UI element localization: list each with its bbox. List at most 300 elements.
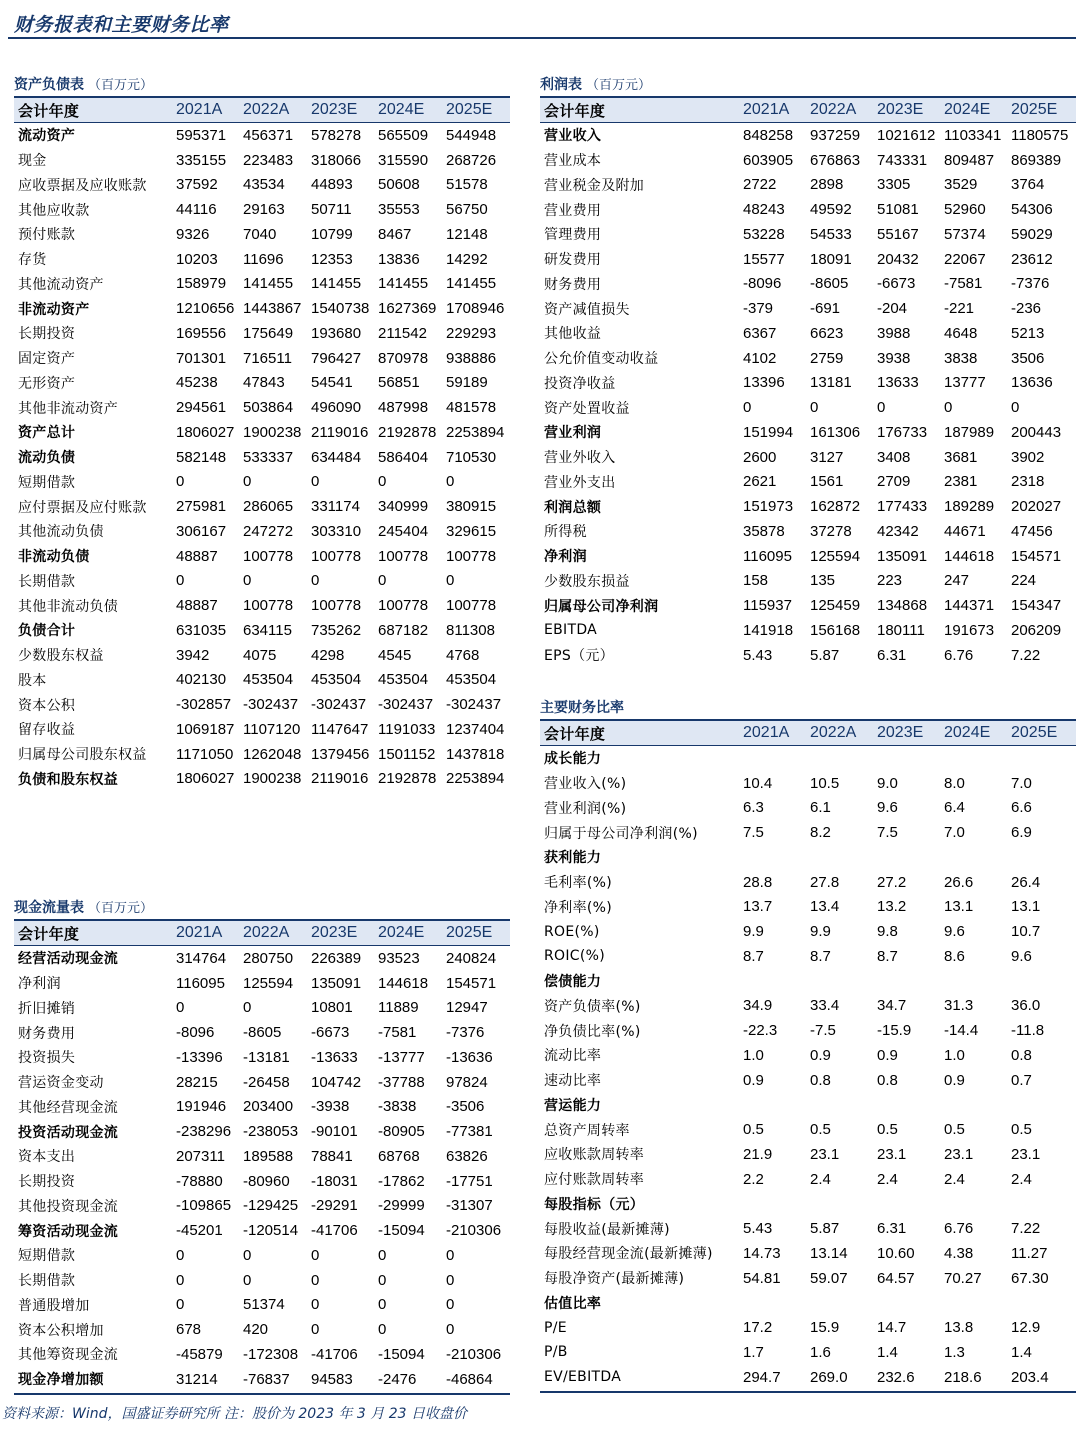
row-value: -8605 <box>243 1024 282 1042</box>
row-label: 偿债能力 <box>544 974 602 991</box>
row-value: 116095 <box>176 974 225 992</box>
row-label: 营运资金变动 <box>18 1075 104 1092</box>
row-value: -13777 <box>378 1048 425 1066</box>
row-value: 2722 <box>743 176 777 194</box>
row-value: 9.9 <box>743 923 764 941</box>
row-value: 193680 <box>311 324 362 342</box>
row-value: 59.07 <box>810 1269 848 1287</box>
row-value: -90101 <box>311 1123 358 1141</box>
row-value: 6.6 <box>1011 799 1032 817</box>
row-value: 1021612 <box>877 126 936 144</box>
row-value: 2.4 <box>1011 1170 1032 1188</box>
row-value: -238296 <box>176 1123 232 1141</box>
row-value: 0.5 <box>877 1121 898 1139</box>
table-header-row <box>14 98 510 122</box>
row-value: 151973 <box>743 498 794 516</box>
row-value: 23612 <box>1011 250 1053 268</box>
row-value: 318066 <box>311 151 362 169</box>
row-value: 743331 <box>877 151 928 169</box>
row-value: 13.14 <box>810 1244 848 1262</box>
row-label: 资产负债率(%) <box>544 998 641 1015</box>
row-value: 12353 <box>311 250 353 268</box>
row-label: 财务费用 <box>544 276 602 293</box>
row-value: -3506 <box>446 1098 485 1116</box>
row-value: 0 <box>311 1246 320 1264</box>
row-label: 筹资活动现金流 <box>18 1223 119 1240</box>
row-value: 0.8 <box>1011 1046 1032 1064</box>
row-value: 135091 <box>311 974 362 992</box>
row-value: -41706 <box>311 1222 358 1240</box>
table-row <box>14 519 510 544</box>
table-row <box>540 321 1076 346</box>
section-title-text: 利润表 <box>540 77 582 93</box>
row-value: 3764 <box>1011 176 1045 194</box>
table-row <box>14 1342 510 1367</box>
row-value: 10203 <box>176 250 218 268</box>
row-value: -45201 <box>176 1222 223 1240</box>
row-value: 54306 <box>1011 201 1053 219</box>
row-label: 少数股东损益 <box>544 573 630 590</box>
row-value: -41706 <box>311 1345 358 1363</box>
table-row <box>14 346 510 371</box>
table-row <box>540 148 1076 173</box>
row-value: 1.6 <box>810 1343 831 1361</box>
row-value: 13396 <box>743 374 785 392</box>
row-value: 141455 <box>378 275 429 293</box>
row-value: 453504 <box>446 671 497 689</box>
row-value: 56750 <box>446 201 488 219</box>
row-value: 15577 <box>743 250 785 268</box>
cash-flow-table <box>14 899 510 1399</box>
row-value: 1180575 <box>1011 126 1069 144</box>
row-value: 0 <box>446 473 455 491</box>
row-value: 503864 <box>243 399 294 417</box>
row-value: 3127 <box>810 448 844 466</box>
row-value: 49592 <box>810 201 852 219</box>
row-value: 18091 <box>810 250 852 268</box>
row-label: 营业外支出 <box>544 474 616 491</box>
row-value: 13.8 <box>944 1319 974 1337</box>
row-label: 其他筹资现金流 <box>18 1347 119 1364</box>
row-value: 1.3 <box>944 1343 965 1361</box>
balance-sheet-table <box>14 76 510 806</box>
row-label: 其他流动资产 <box>18 276 104 293</box>
section-title-text: 主要财务比率 <box>540 700 624 716</box>
row-value: -302437 <box>311 696 367 714</box>
row-value: -691 <box>810 300 841 318</box>
row-value: -15.9 <box>877 1022 912 1040</box>
row-value: 286065 <box>243 498 294 516</box>
table-row <box>14 1095 510 1120</box>
table-row <box>540 1192 1076 1217</box>
row-label: 净负债比率(%) <box>544 1023 641 1040</box>
row-value: 13.1 <box>1011 898 1041 916</box>
row-label: 固定资产 <box>18 351 76 368</box>
row-value: -7376 <box>1011 275 1050 293</box>
row-value: 3681 <box>944 448 978 466</box>
row-label: 留存收益 <box>18 722 76 739</box>
row-value: 134868 <box>877 597 928 615</box>
table-row <box>540 296 1076 321</box>
row-value: 1443867 <box>243 300 302 318</box>
table-row <box>540 1340 1076 1365</box>
row-value: 200443 <box>1011 423 1062 441</box>
row-label: 无形资产 <box>18 375 76 392</box>
row-value: 3529 <box>944 176 978 194</box>
row-value: 0.5 <box>1011 1121 1032 1139</box>
table-header-row <box>540 721 1076 745</box>
row-value: 3305 <box>877 176 911 194</box>
row-label: 营运能力 <box>544 1097 602 1114</box>
row-value: -26458 <box>243 1073 290 1091</box>
table-row <box>540 1241 1076 1266</box>
row-value: 2759 <box>810 349 844 367</box>
row-value: 6.31 <box>877 1220 907 1238</box>
row-value: 141455 <box>311 275 362 293</box>
row-value: 100778 <box>243 597 294 615</box>
section-title <box>14 76 153 95</box>
row-value: 634115 <box>243 621 292 639</box>
row-value: 294561 <box>176 399 227 417</box>
row-label: 资本公积 <box>18 697 76 714</box>
table-row <box>14 1218 510 1243</box>
row-value: 4.38 <box>944 1244 974 1262</box>
row-value: -15094 <box>378 1222 425 1240</box>
header-year: 2022A <box>243 924 290 941</box>
row-value: 63826 <box>446 1147 488 1165</box>
table-row <box>540 346 1076 371</box>
source-footnote: 资料来源：Wind，国盛证券研究所 注：股价为 2023 年 3 月 23 日收盘价 <box>2 1406 467 1422</box>
row-value: 2381 <box>944 473 978 491</box>
row-value: 0 <box>243 1271 252 1289</box>
row-value: 1501152 <box>378 745 436 763</box>
row-value: 716511 <box>243 349 292 367</box>
row-value: 240824 <box>446 949 497 967</box>
row-value: 15.9 <box>810 1319 840 1337</box>
row-label: EBITDA <box>544 622 598 639</box>
row-value: 135 <box>810 572 836 590</box>
row-value: 7.0 <box>944 824 965 842</box>
row-value: 8.7 <box>810 947 831 965</box>
table-header-row <box>14 921 510 945</box>
table-row <box>14 470 510 495</box>
row-value: 809487 <box>944 151 995 169</box>
row-value: 56851 <box>378 374 420 392</box>
row-label: 营业利润 <box>544 425 602 442</box>
row-value: 1.0 <box>743 1046 764 1064</box>
row-value: 631035 <box>176 621 227 639</box>
row-value: 6623 <box>810 324 844 342</box>
table-row <box>540 395 1076 420</box>
row-value: 67.30 <box>1011 1269 1049 1287</box>
row-value: 10.5 <box>810 774 840 792</box>
row-value: -13181 <box>243 1048 290 1066</box>
row-label: 营业利润(%) <box>544 800 627 817</box>
row-label: 每股经营现金流(最新摊薄) <box>544 1246 713 1263</box>
row-value: 6.76 <box>944 1220 974 1238</box>
row-value: 206209 <box>1011 621 1062 639</box>
row-label: 长期投资 <box>18 326 76 343</box>
row-value: 0.5 <box>944 1121 965 1139</box>
row-label: 营业费用 <box>544 202 602 219</box>
row-value: -302437 <box>446 696 502 714</box>
row-label: 营业外收入 <box>544 450 616 467</box>
row-value: 28215 <box>176 1073 218 1091</box>
table-row <box>14 296 510 321</box>
row-label: 其他收益 <box>544 326 602 343</box>
row-value: 13.1 <box>944 898 974 916</box>
row-value: 13.4 <box>810 898 840 916</box>
row-value: 1379456 <box>311 745 370 763</box>
row-label: 每股净资产(最新摊薄) <box>544 1271 685 1288</box>
row-label: 应收票据及应收账款 <box>18 177 147 194</box>
row-value: 177433 <box>877 498 928 516</box>
row-value: 47843 <box>243 374 285 392</box>
row-value: 180111 <box>877 621 925 639</box>
table-row <box>14 946 510 971</box>
table-row <box>540 494 1076 519</box>
row-value: 8.6 <box>944 947 965 965</box>
row-value: 97824 <box>446 1073 488 1091</box>
row-value: 565509 <box>378 126 429 144</box>
income-statement-table <box>540 76 1076 676</box>
row-value: 2.4 <box>944 1170 965 1188</box>
table-row <box>540 1315 1076 1340</box>
table-row <box>14 643 510 668</box>
row-value: 11.27 <box>1011 1244 1048 1262</box>
row-label: 应付票据及应付账款 <box>18 499 147 516</box>
row-label: 公允价值变动收益 <box>544 351 659 368</box>
row-value: 35553 <box>378 201 420 219</box>
row-value: 224 <box>1011 572 1037 590</box>
table-row <box>540 796 1076 821</box>
table-row <box>540 969 1076 994</box>
row-value: 125594 <box>243 974 294 992</box>
row-value: 189289 <box>944 498 995 516</box>
row-value: -45879 <box>176 1345 223 1363</box>
row-value: 141918 <box>743 621 794 639</box>
row-value: 4648 <box>944 324 978 342</box>
row-value: 1107120 <box>243 720 301 738</box>
row-label: 投资净收益 <box>544 375 616 392</box>
row-value: 23.1 <box>810 1145 840 1163</box>
row-label: 管理费用 <box>544 227 602 244</box>
row-value: 141455 <box>243 275 294 293</box>
row-label: 其他非流动负债 <box>18 598 119 615</box>
row-value: 1437818 <box>446 745 505 763</box>
header-year: 2022A <box>243 101 290 118</box>
row-value: 13633 <box>877 374 919 392</box>
row-value: 1806027 <box>176 770 235 788</box>
table-row <box>540 1167 1076 1192</box>
row-value: 211542 <box>378 324 427 342</box>
row-label: 每股指标（元） <box>544 1196 645 1213</box>
row-value: 9326 <box>176 225 210 243</box>
table-row <box>540 1117 1076 1142</box>
row-value: 59189 <box>446 374 488 392</box>
row-value: 44116 <box>176 201 217 219</box>
row-value: 48887 <box>176 547 218 565</box>
table-row <box>540 618 1076 643</box>
row-value: 2898 <box>810 176 844 194</box>
table-row <box>14 692 510 717</box>
row-value: -13633 <box>311 1048 358 1066</box>
row-label: EPS（元） <box>544 648 614 665</box>
row-value: 0 <box>446 572 455 590</box>
row-value: 223 <box>877 572 903 590</box>
table-row <box>540 1018 1076 1043</box>
row-value: 678 <box>176 1321 202 1339</box>
row-label: 短期借款 <box>18 474 76 491</box>
header-year: 2025E <box>446 924 493 941</box>
table-row <box>14 767 510 792</box>
row-value: 335155 <box>176 151 227 169</box>
row-value: 0 <box>378 1271 387 1289</box>
row-value: 315590 <box>378 151 429 169</box>
row-value: 4298 <box>311 646 345 664</box>
row-value: 1900238 <box>243 423 302 441</box>
row-value: 59029 <box>1011 225 1053 243</box>
row-value: 1103341 <box>944 126 1002 144</box>
row-value: 23.1 <box>877 1145 907 1163</box>
row-value: 14.73 <box>743 1244 781 1262</box>
table-row <box>14 247 510 272</box>
row-value: 8.2 <box>810 824 831 842</box>
row-label: 其他非流动资产 <box>18 400 119 417</box>
table-row <box>14 420 510 445</box>
row-value: 2119016 <box>311 770 369 788</box>
row-value: -22.3 <box>743 1022 778 1040</box>
table-row <box>14 371 510 396</box>
table-bottom-rule <box>540 1391 1076 1393</box>
row-value: 189588 <box>243 1147 294 1165</box>
header-year: 2022A <box>810 101 857 118</box>
row-value: 31214 <box>176 1370 218 1388</box>
row-value: 0.8 <box>877 1071 898 1089</box>
row-value: -210306 <box>446 1222 502 1240</box>
row-value: 5213 <box>1011 324 1045 342</box>
row-value: 1900238 <box>243 770 302 788</box>
row-value: 247272 <box>243 522 294 540</box>
table-row <box>14 173 510 198</box>
row-label: 流动比率 <box>544 1048 602 1065</box>
row-value: 94583 <box>311 1370 353 1388</box>
row-value: 6.3 <box>743 799 764 817</box>
row-label: 营业税金及附加 <box>544 177 645 194</box>
row-value: 3938 <box>877 349 911 367</box>
row-value: 7.5 <box>743 824 764 842</box>
row-value: 31.3 <box>944 997 974 1015</box>
row-value: 0 <box>243 572 252 590</box>
row-value: 154347 <box>1011 597 1062 615</box>
row-value: 796427 <box>311 349 362 367</box>
row-value: 104742 <box>311 1073 362 1091</box>
row-value: 247 <box>944 572 970 590</box>
row-label: 长期借款 <box>18 1273 76 1290</box>
row-value: 3902 <box>1011 448 1045 466</box>
row-value: 4102 <box>743 349 777 367</box>
row-label: 每股收益(最新摊薄) <box>544 1221 670 1238</box>
row-value: 2.4 <box>810 1170 831 1188</box>
row-value: 100778 <box>446 547 497 565</box>
row-label: 资产处置收益 <box>544 400 630 417</box>
row-value: 26.6 <box>944 873 974 891</box>
row-value: 14.7 <box>877 1319 907 1337</box>
row-value: 13.7 <box>743 898 773 916</box>
row-value: 54.81 <box>743 1269 781 1287</box>
row-value: 0.8 <box>810 1071 831 1089</box>
row-value: 9.8 <box>877 923 898 941</box>
header-year: 2023E <box>877 724 924 741</box>
table-header-row <box>540 98 1076 122</box>
row-value: 1.0 <box>944 1046 965 1064</box>
row-value: 151994 <box>743 423 794 441</box>
table-row <box>14 618 510 643</box>
row-value: 870978 <box>378 349 429 367</box>
row-value: 125459 <box>810 597 861 615</box>
row-value: 6.76 <box>944 646 974 664</box>
row-value: 218.6 <box>944 1368 982 1386</box>
row-label: 预付账款 <box>18 227 76 244</box>
row-value: 5.87 <box>810 646 840 664</box>
row-value: 68768 <box>378 1147 420 1165</box>
row-value: 0 <box>378 1321 387 1339</box>
row-value: 0 <box>944 399 953 417</box>
row-label: P/E <box>544 1319 567 1336</box>
row-value: 78841 <box>311 1147 353 1165</box>
row-value: 156168 <box>810 621 861 639</box>
header-year: 2021A <box>176 924 223 941</box>
section-unit: （百万元） <box>88 78 154 93</box>
page-title-rule <box>8 37 1076 39</box>
row-value: 937259 <box>810 126 861 144</box>
row-value: 0.9 <box>810 1046 831 1064</box>
row-value: 0 <box>378 1246 387 1264</box>
row-value: 0.9 <box>743 1071 764 1089</box>
row-value: 848258 <box>743 126 794 144</box>
row-value: 10799 <box>311 225 353 243</box>
row-value: 811308 <box>446 621 495 639</box>
header-year: 2023E <box>311 924 358 941</box>
row-value: 3408 <box>877 448 911 466</box>
row-value: 169556 <box>176 324 227 342</box>
row-value: 10801 <box>311 999 353 1017</box>
header-label: 会计年度 <box>544 101 606 120</box>
table-bottom-rule <box>14 1393 510 1395</box>
table-row <box>540 820 1076 845</box>
row-label: 成长能力 <box>544 751 602 768</box>
row-value: 0 <box>446 1321 455 1339</box>
row-value: 453504 <box>243 671 294 689</box>
table-row <box>540 371 1076 396</box>
table-row <box>540 1142 1076 1167</box>
row-label: 营业收入(%) <box>544 776 627 793</box>
table-row <box>14 717 510 742</box>
table-row <box>540 247 1076 272</box>
row-value: 45238 <box>176 374 218 392</box>
row-value: 0 <box>243 473 252 491</box>
table-row <box>540 272 1076 297</box>
row-value: -77381 <box>446 1123 493 1141</box>
row-label: 股本 <box>18 672 47 689</box>
row-value: 12947 <box>446 999 488 1017</box>
row-value: -129425 <box>243 1197 299 1215</box>
table-row <box>540 222 1076 247</box>
row-value: 50711 <box>311 201 352 219</box>
row-label: 长期投资 <box>18 1174 76 1191</box>
header-year: 2025E <box>1011 724 1058 741</box>
row-value: 57374 <box>944 225 986 243</box>
